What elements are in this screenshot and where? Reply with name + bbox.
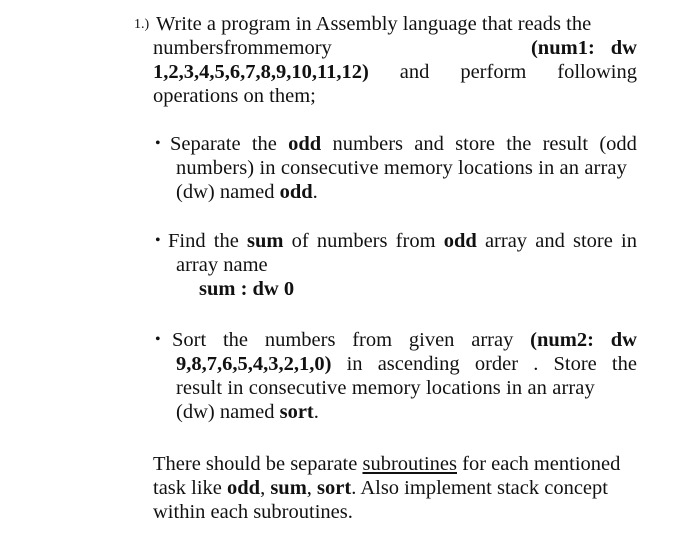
word: given xyxy=(408,329,455,351)
sort-array-name: sort xyxy=(279,401,314,423)
word: array xyxy=(471,329,514,351)
word: following xyxy=(557,61,637,83)
word: Sort xyxy=(172,329,207,351)
closing-line-1 xyxy=(153,452,620,476)
bullet-3-line-3 xyxy=(176,376,595,400)
bullet-1-line-3 xyxy=(176,180,318,204)
num2-values: 9,8,7,6,5,4,3,2,1,0) xyxy=(176,353,332,375)
text: (dw) named xyxy=(176,181,280,203)
word: from xyxy=(223,37,264,59)
bullet-3-line-4 xyxy=(176,400,319,424)
word: the xyxy=(611,353,637,375)
text: task like xyxy=(153,477,228,499)
sort-keyword: sort xyxy=(317,477,352,499)
text: numbers) in consecutive memory locations in an array xyxy=(176,157,627,179)
question-line-4 xyxy=(153,84,316,108)
word: the xyxy=(222,329,249,351)
bullet-2-glyph: • xyxy=(155,232,161,249)
word: numbers xyxy=(316,230,388,252)
bullet-2-line-3 xyxy=(199,277,294,301)
word: and xyxy=(399,61,430,83)
bullet-2-line-2 xyxy=(176,253,268,277)
bullet-3-line-1 xyxy=(172,328,637,352)
word: and xyxy=(535,230,565,252)
word: store xyxy=(573,230,613,252)
text: There should be separate xyxy=(153,453,363,475)
text: operations on them; xyxy=(153,85,316,107)
sum-keyword: sum xyxy=(247,230,284,252)
num1-label: (num1: xyxy=(530,37,595,59)
word: result xyxy=(542,133,589,155)
bullet-2-line-1 xyxy=(168,229,637,253)
word: array xyxy=(484,230,528,252)
word: from xyxy=(395,230,436,252)
word: ascending xyxy=(377,353,460,375)
word: Find xyxy=(168,230,206,252)
word: . xyxy=(533,353,539,375)
text: . xyxy=(312,181,318,203)
word: Store xyxy=(553,353,597,375)
word: store xyxy=(455,133,496,155)
text: , xyxy=(260,477,271,499)
word: memory xyxy=(263,37,332,59)
odd-keyword: odd xyxy=(443,230,477,252)
sum-declaration: sum : dw 0 xyxy=(199,278,295,300)
closing-line-3 xyxy=(153,500,353,524)
num2-label: (num2: xyxy=(530,329,594,351)
word: and xyxy=(414,133,444,155)
word: the xyxy=(213,230,239,252)
dw-label: dw xyxy=(610,329,637,351)
word: of xyxy=(291,230,309,252)
word: the xyxy=(251,133,277,155)
sum-keyword: sum xyxy=(270,477,307,499)
text: for each mentioned xyxy=(457,453,621,475)
word: numbers xyxy=(332,133,404,155)
text: (dw) named xyxy=(176,401,280,423)
word: perform xyxy=(460,61,527,83)
question-line-3 xyxy=(153,60,637,84)
text: . xyxy=(313,401,319,423)
bullet-3-glyph: • xyxy=(155,331,161,348)
question-intro-text: Write a program in Assembly language that reads the xyxy=(155,13,592,35)
odd-array-name: odd xyxy=(279,181,313,203)
text: within each subroutines. xyxy=(153,501,353,523)
text: , xyxy=(306,477,318,499)
bullet-1-glyph: • xyxy=(155,135,161,152)
question-line-2 xyxy=(153,36,637,60)
text: result in consecutive memory locations in an array xyxy=(176,377,595,399)
text: . Also implement stack concept xyxy=(351,477,608,499)
word: numbers xyxy=(153,37,224,59)
word: numbers xyxy=(264,329,336,351)
subroutines-underlined: subroutines xyxy=(362,453,457,475)
word: order xyxy=(474,353,519,375)
question-number: 1.) xyxy=(134,17,150,32)
word: in xyxy=(346,353,363,375)
bullet-3-line-2 xyxy=(176,352,637,376)
closing-line-2 xyxy=(153,476,608,500)
word: Separate xyxy=(170,133,241,155)
word: from xyxy=(352,329,393,351)
odd-keyword: odd xyxy=(227,477,261,499)
word: (odd xyxy=(599,133,637,155)
odd-keyword: odd xyxy=(288,133,322,155)
dw-label: dw xyxy=(610,37,637,59)
num1-values: 1,2,3,4,5,6,7,8,9,10,11,12) xyxy=(153,61,369,83)
word: in xyxy=(621,230,637,252)
spacer xyxy=(332,36,531,60)
bullet-1-line-2 xyxy=(176,156,627,180)
text: array name xyxy=(176,254,268,276)
bullet-1-line-1 xyxy=(170,132,637,156)
word: the xyxy=(506,133,532,155)
question-line-1 xyxy=(134,12,591,37)
